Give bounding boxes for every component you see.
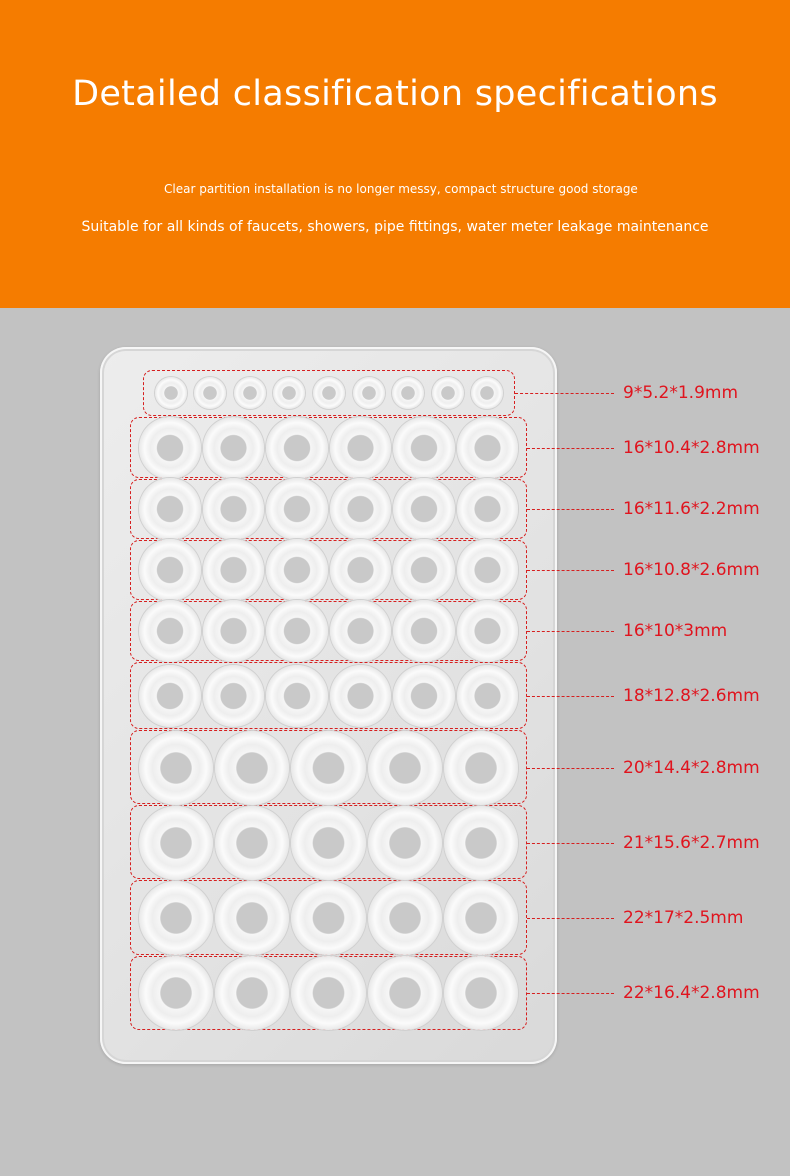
leader-line — [527, 918, 614, 919]
washer-ring — [291, 881, 365, 955]
header-banner — [0, 0, 790, 308]
washer-ring — [444, 731, 518, 805]
leader-line — [527, 768, 614, 769]
washer-ring — [139, 665, 201, 727]
washer-ring — [471, 377, 503, 409]
washer-ring — [432, 377, 464, 409]
leader-line — [527, 993, 614, 994]
washer-ring — [393, 539, 455, 601]
washer-ring — [393, 665, 455, 727]
leader-line — [527, 843, 614, 844]
size-label: 16*10*3mm — [623, 621, 728, 641]
washer-ring — [215, 881, 289, 955]
washer-ring — [444, 881, 518, 955]
subtitle-usage: Suitable for all kinds of faucets, showers, pipe fittings, water meter leakage maintenance — [81, 219, 709, 235]
washer-ring — [266, 539, 328, 601]
size-label: 9*5.2*1.9mm — [623, 383, 739, 403]
washer-ring — [353, 377, 385, 409]
washer-ring — [457, 478, 519, 540]
washer-ring — [368, 806, 442, 880]
washer-ring — [291, 731, 365, 805]
leader-line — [527, 509, 614, 510]
size-label: 20*14.4*2.8mm — [623, 758, 760, 778]
leader-line — [527, 570, 614, 571]
washer-ring — [139, 600, 201, 662]
washer-ring — [203, 665, 265, 727]
washer-ring — [203, 539, 265, 601]
washer-ring — [139, 417, 201, 479]
subtitle-storage: Clear partition installation is no longer messy, compact structure good storage — [164, 182, 638, 196]
leader-line — [515, 393, 614, 394]
washer-ring — [368, 881, 442, 955]
washer-ring — [266, 417, 328, 479]
washer-ring — [368, 956, 442, 1030]
leader-line — [527, 448, 614, 449]
washer-ring — [444, 806, 518, 880]
washer-ring — [393, 417, 455, 479]
washer-ring — [330, 478, 392, 540]
page-title: Detailed classification specifications — [72, 74, 718, 114]
washer-ring — [457, 539, 519, 601]
washer-ring — [313, 377, 345, 409]
washer-ring — [291, 956, 365, 1030]
washer-ring — [330, 417, 392, 479]
leader-line — [527, 696, 614, 697]
washer-ring — [155, 377, 187, 409]
washer-ring — [393, 478, 455, 540]
size-label: 16*10.8*2.6mm — [623, 560, 760, 580]
washer-ring — [215, 956, 289, 1030]
size-label: 21*15.6*2.7mm — [623, 833, 760, 853]
size-label: 22*17*2.5mm — [623, 908, 744, 928]
washer-ring — [139, 539, 201, 601]
leader-line — [527, 631, 614, 632]
washer-ring — [203, 600, 265, 662]
washer-ring — [457, 600, 519, 662]
washer-ring — [139, 731, 213, 805]
size-label: 16*10.4*2.8mm — [623, 438, 760, 458]
washer-ring — [330, 600, 392, 662]
washer-ring — [266, 478, 328, 540]
washer-ring — [330, 539, 392, 601]
size-label: 16*11.6*2.2mm — [623, 499, 760, 519]
washer-ring — [215, 731, 289, 805]
washer-ring — [457, 417, 519, 479]
washer-ring — [457, 665, 519, 727]
size-label: 18*12.8*2.6mm — [623, 686, 760, 706]
size-label: 22*16.4*2.8mm — [623, 983, 760, 1003]
washer-ring — [215, 806, 289, 880]
washer-ring — [444, 956, 518, 1030]
washer-ring — [330, 665, 392, 727]
washer-ring — [393, 600, 455, 662]
washer-ring — [368, 731, 442, 805]
washer-ring — [291, 806, 365, 880]
washer-ring — [203, 417, 265, 479]
washer-ring — [203, 478, 265, 540]
washer-ring — [266, 665, 328, 727]
washer-ring — [139, 478, 201, 540]
washer-ring — [266, 600, 328, 662]
washer-ring — [392, 377, 424, 409]
washer-ring — [234, 377, 266, 409]
washer-ring — [139, 806, 213, 880]
washer-ring — [139, 881, 213, 955]
washer-ring — [139, 956, 213, 1030]
